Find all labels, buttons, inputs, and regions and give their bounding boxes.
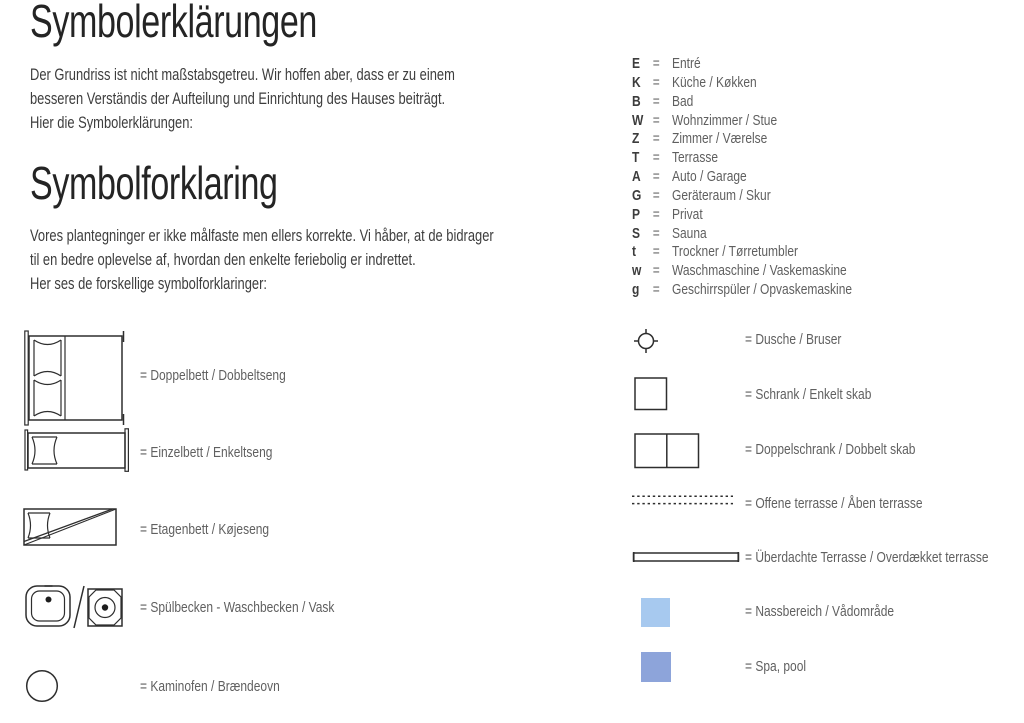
- equals-sign: =: [652, 281, 660, 299]
- equals-sign: =: [652, 111, 660, 129]
- abbreviation-row: [632, 93, 852, 112]
- legend-label: = Dusche / Bruser: [745, 331, 842, 348]
- equals-sign: =: [652, 224, 660, 242]
- shower-icon: [632, 327, 660, 355]
- legend-label: = Einzelbett / Enkeltseng: [140, 444, 273, 461]
- abbreviation-row: [632, 187, 852, 206]
- abbreviation-row: [632, 55, 852, 74]
- abbreviation-value: Auto / Garage: [672, 168, 747, 186]
- legend-label: = Kaminofen / Brændeovn: [140, 678, 280, 695]
- intro-text-german: [30, 63, 455, 135]
- abbreviation-row: [632, 130, 852, 149]
- abbreviation-key: w: [632, 262, 642, 280]
- equals-sign: =: [652, 149, 660, 167]
- page-title-german: Symbolerklärungen: [30, 0, 317, 47]
- text-line: besseren Verständis der Aufteilung und Einrichtung des Hauses beiträgt.: [30, 89, 446, 108]
- abbreviation-key: Z: [632, 130, 640, 148]
- abbreviation-key: K: [632, 73, 641, 91]
- wood-stove-icon: [25, 669, 59, 703]
- abbreviation-value: Wohnzimmer / Stue: [672, 111, 778, 129]
- equals-sign: =: [652, 205, 660, 223]
- text-line: Der Grundriss ist nicht maßstabsgetreu. Wir hoffen aber, dass er zu einem: [30, 65, 455, 84]
- double-wardrobe-icon: [634, 433, 700, 469]
- sink-icon: [25, 584, 123, 630]
- abbreviation-key: G: [632, 186, 642, 204]
- equals-sign: =: [652, 186, 660, 204]
- text-line: Hier die Symbolerklärungen:: [30, 113, 194, 132]
- abbreviation-row: [632, 112, 852, 131]
- equals-sign: =: [652, 243, 660, 261]
- abbreviation-value: Sauna: [672, 224, 707, 242]
- legend-label: = Offene terrasse / Åben terrasse: [745, 495, 923, 512]
- abbreviation-key: S: [632, 224, 641, 242]
- abbreviation-value: Trockner / Tørretumbler: [672, 243, 799, 261]
- legend-label: = Schrank / Enkelt skab: [745, 386, 872, 403]
- page-title-danish: Symbolforklaring: [30, 157, 278, 209]
- abbreviation-value: Waschmaschine / Vaskemaskine: [672, 262, 847, 280]
- legend-label: = Etagenbett / Køjeseng: [140, 521, 270, 538]
- abbreviation-key: B: [632, 92, 641, 110]
- equals-sign: =: [652, 92, 660, 110]
- legend-label: = Doppelbett / Dobbeltseng: [140, 367, 286, 384]
- legend-label: = Spa, pool: [745, 658, 807, 675]
- spa-pool-icon: [641, 652, 671, 682]
- wet-area-icon: [641, 598, 670, 627]
- text-line: til en bedre oplevelse af, hvordan den enkelte feriebolig er indrettet.: [30, 250, 416, 269]
- abbreviation-value: Küche / Køkken: [672, 73, 757, 91]
- bunk-bed-icon: [23, 506, 119, 548]
- abbreviation-list: [632, 55, 852, 300]
- abbreviation-key: P: [632, 205, 641, 223]
- text-line: Her ses de forskellige symbolforklaringer:: [30, 274, 267, 293]
- single-bed-icon: [24, 428, 130, 472]
- abbreviation-row: [632, 243, 852, 262]
- abbreviation-key: W: [632, 111, 644, 129]
- abbreviation-key: g: [632, 281, 640, 299]
- single-wardrobe-icon: [634, 377, 668, 411]
- abbreviation-row: [632, 206, 852, 225]
- abbreviation-row: [632, 225, 852, 244]
- intro-text-danish: [30, 224, 494, 296]
- legend-label: = Nassbereich / Vådområde: [745, 603, 895, 620]
- abbreviation-row: [632, 168, 852, 187]
- abbreviation-key: t: [632, 243, 636, 261]
- slash-separator: [74, 586, 84, 628]
- abbreviation-row: [632, 281, 852, 300]
- abbreviation-key: A: [632, 168, 641, 186]
- equals-sign: =: [652, 73, 660, 91]
- abbreviation-value: Geschirrspüler / Opvaskemaskine: [672, 281, 853, 299]
- abbreviation-value: Entré: [672, 55, 701, 72]
- abbreviation-key: T: [632, 149, 640, 167]
- equals-sign: =: [652, 262, 660, 280]
- equals-sign: =: [652, 168, 660, 186]
- legend-label: = Spülbecken - Waschbecken / Vask: [140, 599, 335, 616]
- abbreviation-value: Bad: [672, 92, 694, 110]
- covered-terrace-icon: [632, 549, 742, 565]
- abbreviation-row: [632, 74, 852, 93]
- abbreviation-value: Privat: [672, 205, 703, 223]
- abbreviation-key: E: [632, 55, 641, 72]
- equals-sign: =: [652, 130, 660, 148]
- legend-label: = Überdachte Terrasse / Overdækket terrasse: [745, 549, 989, 566]
- legend-label: = Doppelschrank / Dobbelt skab: [745, 441, 916, 458]
- double-bed-icon: [24, 330, 128, 426]
- abbreviation-value: Terrasse: [672, 149, 719, 167]
- abbreviation-value: Zimmer / Værelse: [672, 130, 768, 148]
- abbreviation-value: Geräteraum / Skur: [672, 186, 771, 204]
- equals-sign: =: [652, 55, 660, 72]
- abbreviation-row: [632, 262, 852, 281]
- open-terrace-icon: [631, 493, 735, 507]
- text-line: Vores plantegninger er ikke målfaste men ellers korrekte. Vi håber, at de bidrager: [30, 226, 494, 245]
- abbreviation-row: [632, 149, 852, 168]
